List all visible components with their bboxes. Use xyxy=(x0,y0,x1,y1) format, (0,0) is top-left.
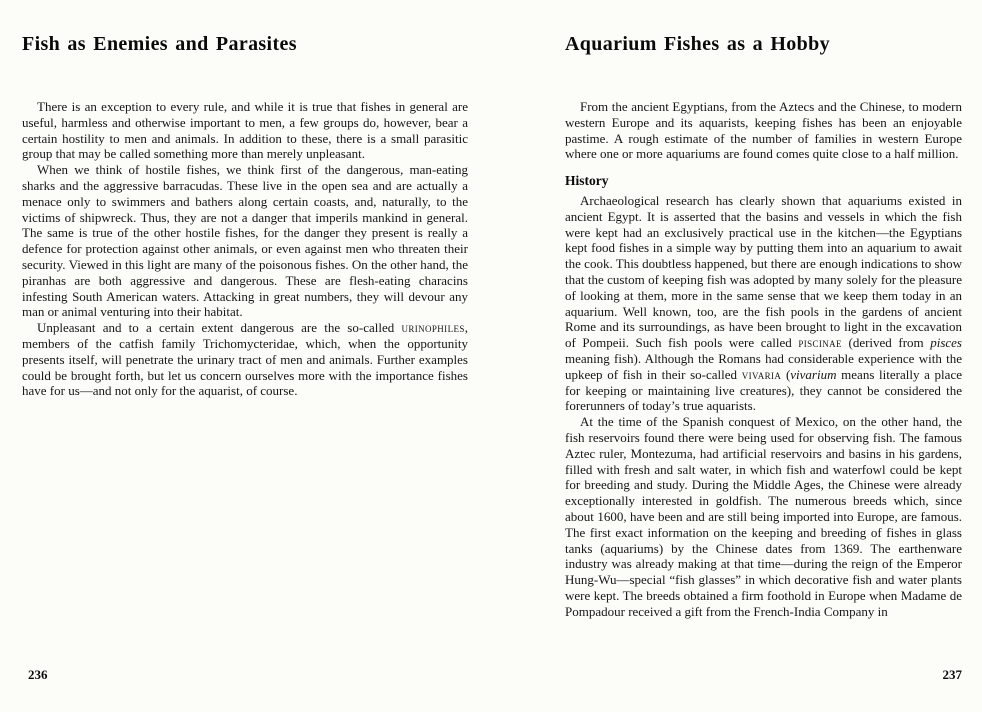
paragraph: Archaeological research has clearly shown that aquariums existed in ancient Egypt. It is asserted that the basins and vessels in which the fish were kept had an exclusively practical use in the kitchen—the Egyptians kept food fishes in a simple way by putting them into an aquarium to await the cook. This doubtless happened, but there are enough indications to show that the custom of keeping fish was adopted by many solely for the pleasure of looking at them, more in the same sense that we keep them today in an aquarium. Well known, too, are the fish pools in the gardens of ancient Rome and its surroundings, as have been brought to light in the excavation of Pompeii. Such fish pools were called piscinae (derived from pisces meaning fish). Although the Romans had considerable experience with the upkeep of fish in their so-called vivaria (vivarium means literally a place for keeping or maintaining live creatures), they cannot be considered the forerunners of today’s true aquarists. xyxy=(565,192,962,414)
paragraph: At the time of the Spanish conquest of Mexico, on the other hand, the fish reservoirs found there were being used for observing fish. The famous Aztec ruler, Montezuma, had artificial reservoirs and basins in his gardens, filled with fresh and salt water, in which fish and waterfowl could be kept for breeding and study. During the Middle Ages, the Chinese were already exceptionally interested in goldfish. The numerous breeds which, since about 1600, have been and are still being imported into Europe, are famous. The first exact information on the keeping and breeding of fishes in glass tanks (aquariums) by the Chinese dates from 1369. The earthenware industry was already making at that time—during the reign of the Emperor Hung-Wu—special “fish glasses” in which decorative fish and water plants were kept. The breeds obtained a firm foothold in Europe when Madame de Pompadour received a gift from the French-India Company in xyxy=(565,414,962,619)
right-page-body xyxy=(565,99,962,620)
left-page-body xyxy=(22,99,468,399)
paragraph: There is an exception to every rule, and while it is true that fishes in general are useful, harmless and otherwise important to men, a few groups do, however, bear a certain hostility to men and animals. In addition to these, there is a small parasitic group that may be called something more than merely unpleasant. xyxy=(22,99,468,162)
paragraph: When we think of hostile fishes, we think first of the dangerous, man-eating sharks and the aggressive barracudas. These live in the open sea and are actually a menace only to swimmers and bathers along certain coasts, and, naturally, to the victims of shipwreck. Thus, they are not a danger that imperils mankind in general. The same is true of the other hostile fishes, for the danger they present is really a defence for protection against other animals, or even against men who threaten their security. Viewed in this light are many of the poisonous fishes. On the other hand, the piranhas are both aggressive and dangerous. These are flesh-eating characins infesting South American waters. Attacking in great numbers, they will devour any man or animal venturing into their habitat. xyxy=(22,162,468,320)
page-number-right: 237 xyxy=(942,667,962,682)
page-number-left: 236 xyxy=(28,667,48,682)
right-page xyxy=(565,33,962,620)
left-page xyxy=(22,33,468,399)
section-heading-history: History xyxy=(565,173,609,189)
paragraph: From the ancient Egyptians, from the Aztecs and the Chinese, to modern western Europe and its aquarists, keeping fishes has been an enjoyable pastime. A rough estimate of the number of families in western Europe where one or more aquariums are found comes quite close to a half million. xyxy=(565,99,962,162)
chapter-title-right: Aquarium Fishes as a Hobby xyxy=(565,33,830,55)
paragraph: Unpleasant and to a certain extent dangerous are the so-called urinophiles, members of the catfish family Trichomycteridae, which, when the opportunity presents itself, will penetrate the urinary tract of men and animals. Further examples could be brought forth, but let us concern ourselves more with the importance fishes have for us—and not only for the aquarist, of course. xyxy=(22,320,468,399)
chapter-title-left: Fish as Enemies and Parasites xyxy=(22,33,297,55)
